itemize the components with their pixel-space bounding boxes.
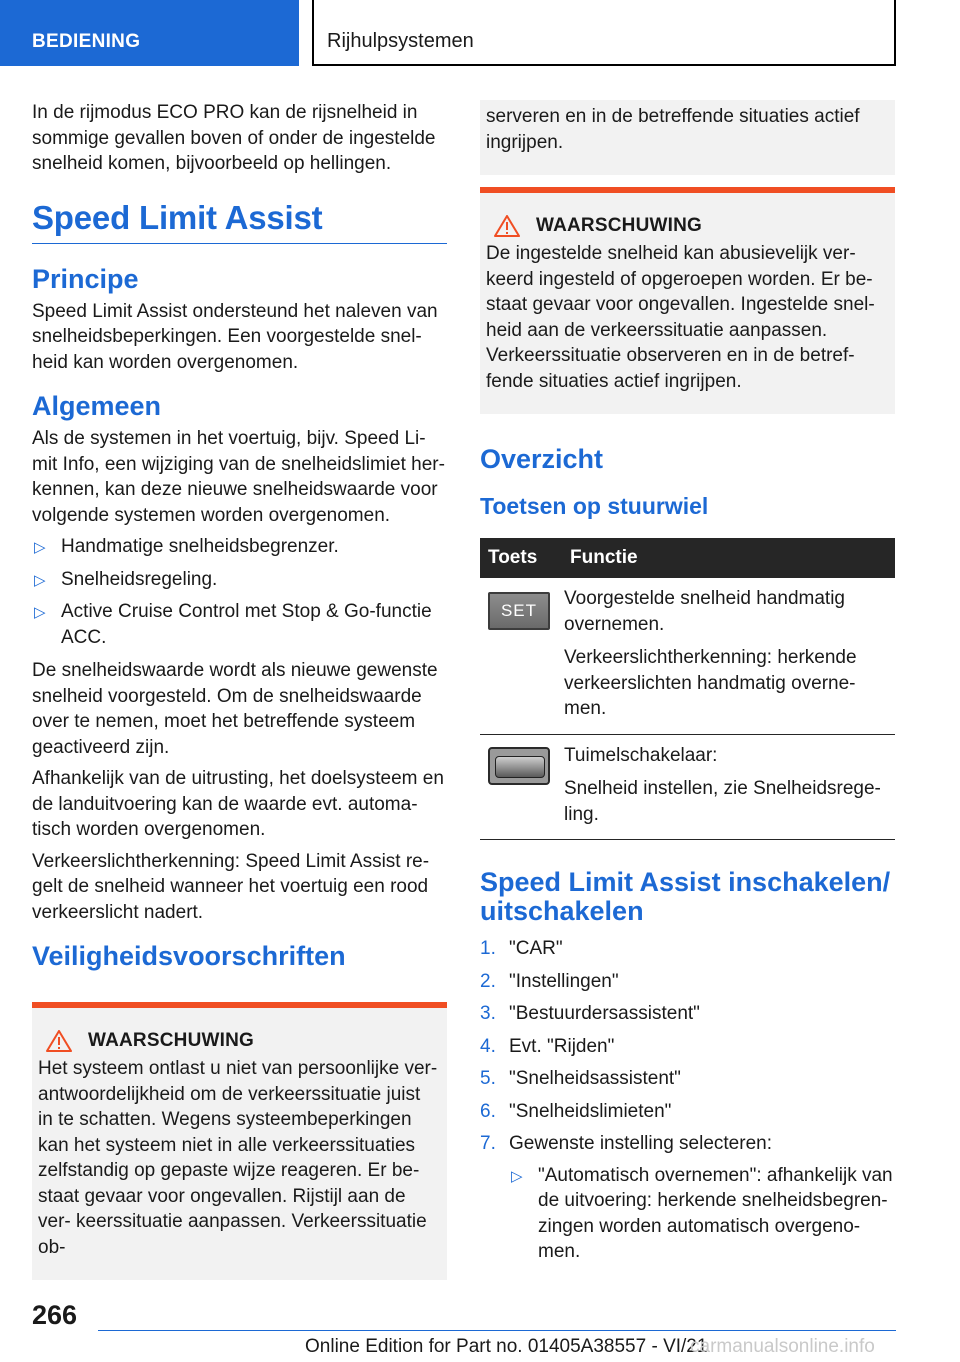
list-item: ▷ "Automatisch overnemen": afhankelijk van de uitvoering: herkende snelheidsbegren‐ zingen worden automatisch overgeno‐ men. bbox=[511, 1164, 893, 1262]
list-item: 5. "Snelheidsassistent" bbox=[480, 1068, 681, 1089]
list-item: ▷ Handmatige snelheidsbegrenzer. bbox=[32, 534, 447, 560]
list-item: ▷ Snelheidsregeling. bbox=[32, 567, 447, 593]
table-header-row bbox=[480, 538, 895, 578]
warning-label: WAARSCHUWING bbox=[536, 215, 702, 236]
table-row bbox=[480, 578, 895, 734]
algemeen-heading: Algemeen bbox=[32, 391, 162, 421]
footer-divider bbox=[98, 1330, 896, 1331]
page-header bbox=[0, 0, 960, 66]
toggle-heading: Speed Limit Assist inschakelen/ uitschakelen bbox=[480, 867, 891, 926]
safety-heading: Veiligheidsvoorschriften bbox=[32, 941, 346, 971]
list-item: ▷ Active Cruise Control met Stop & Go-functie ACC. bbox=[34, 601, 432, 648]
principe-heading: Principe bbox=[32, 263, 139, 294]
page-number: 266 bbox=[32, 1300, 78, 1330]
row-text: Tuimelschakelaar: bbox=[564, 744, 718, 766]
warning-label: WAARSCHUWING bbox=[88, 1030, 254, 1051]
warning-triangle-icon bbox=[46, 1030, 72, 1052]
section-tab: BEDIENING bbox=[0, 0, 299, 66]
row-text: Voorgestelde snelheid handmatig overnemen. bbox=[564, 588, 845, 635]
row-text: Verkeerslichtherkenning: herkende verkeerslichten handmatig overne‐ men. bbox=[564, 647, 857, 719]
warning-text: Het systeem ontlast u niet van persoonlijke ver‐ antwoordelijkheid om de verkeerssituatie juist in te schatten. Wegens systeembeperkingen kan het systeem niet in alle verkeerssituaties zelfstandig op gepaste wijze reageren. Er be‐ staat gevaar voor ongevallen. Rijstijl aan de ver‐ keerssituatie aanpassen. Verkeerssituatie ob‐ bbox=[38, 1058, 438, 1258]
triangle-bullet-icon: ▷ bbox=[34, 571, 46, 589]
list-item: 3. "Bestuurdersassistent" bbox=[480, 1003, 700, 1024]
paragraph-traffic-light: Verkeerslichtherkenning: Speed Limit Assist re‐ gelt de snelheid wanneer het voertuig een rood verkeerslicht nadert. bbox=[32, 850, 430, 923]
keys-heading: Toetsen op stuurwiel bbox=[480, 493, 709, 519]
overview-heading: Overzicht bbox=[480, 444, 604, 474]
list-item: 4. Evt. "Rijden" bbox=[480, 1035, 615, 1057]
list-item: 2. "Instellingen" bbox=[480, 970, 619, 992]
row-text: Snelheid instellen, zie Snelheidsrege‐ ling. bbox=[564, 778, 881, 825]
warning-triangle-icon bbox=[494, 215, 520, 237]
keys-table bbox=[480, 538, 895, 840]
triangle-bullet-icon: ▷ bbox=[34, 604, 46, 621]
triangle-bullet-icon: ▷ bbox=[34, 539, 46, 556]
column-header-key: Toets bbox=[480, 538, 562, 578]
systems-list bbox=[32, 534, 447, 650]
paragraph-suggestion: De snelheidswaarde wordt als nieuwe gewenste snelheid voorgesteld. Om de snelheidswaarde over te nemen, moet het betreffende systeem geactiveerd zijn. bbox=[32, 660, 438, 758]
left-column bbox=[32, 100, 447, 1280]
intro-paragraph: In de rijmodus ECO PRO kan de rijsnelheid in sommige gevallen boven of onder de ingestelde snelheid komen, bijvoorbeeld op hellingen. bbox=[32, 102, 436, 174]
substeps-list bbox=[509, 1163, 895, 1265]
algemeen-paragraph: Als de systemen in het voertuig, bijv. Speed Li‐ mit Info, een wijziging van de snelheidslimiet her‐ kennen, kan deze nieuwe snelheidswaarde voor volgende systemen worden overgenomen. bbox=[32, 428, 445, 526]
watermark: carmanualsonline.info bbox=[690, 1336, 875, 1357]
right-column bbox=[480, 100, 895, 1273]
list-item: 7. Gewenste instelling selecteren: ▷ "Automatisch overnemen": afhankelijk van de uitvoering: herkende snelheidsbegren‐ zingen worden automatisch overgeno‐ men. bbox=[480, 1131, 895, 1265]
warning-text: De ingestelde snelheid kan abusievelijk ver‐ keerd ingesteld of opgeroepen worden. Er be‐ staat gevaar voor ongevallen. Ingestelde snel‐ heid aan de verkeerssituatie aanpassen. Verkeerssituatie observeren en in de betref‐ fende situaties actief ingrijpen. bbox=[486, 243, 875, 392]
triangle-bullet-icon: ▷ bbox=[511, 1167, 523, 1185]
set-button-icon: SET bbox=[488, 592, 550, 630]
section-title: Speed Limit Assist bbox=[32, 199, 447, 244]
chapter-title: Rijhulpsystemen bbox=[312, 0, 896, 66]
list-item: 1. "CAR" bbox=[480, 938, 563, 959]
edition-text: Online Edition for Part no. 01405A38557 - VI/21 bbox=[305, 1336, 708, 1357]
warning-box bbox=[32, 1002, 447, 1280]
rocker-switch-icon bbox=[488, 747, 550, 785]
list-item: 6. "Snelheidslimieten" bbox=[480, 1100, 672, 1122]
table-row bbox=[480, 734, 895, 840]
paragraph-equipment: Afhankelijk van de uitrusting, het doelsysteem en de landuitvoering kan de waarde evt. automa‐ tisch worden overgenomen. bbox=[32, 768, 444, 840]
steps-list bbox=[480, 936, 895, 1265]
warning-continuation: serveren en in de betreffende situaties actief ingrijpen. bbox=[480, 100, 895, 175]
column-header-function: Functie bbox=[562, 538, 895, 578]
warning-box-2 bbox=[480, 187, 895, 414]
principe-paragraph: Speed Limit Assist ondersteund het naleven van snelheidsbeperkingen. Een voorgestelde snel‐ heid kan worden overgenomen. bbox=[32, 300, 438, 373]
